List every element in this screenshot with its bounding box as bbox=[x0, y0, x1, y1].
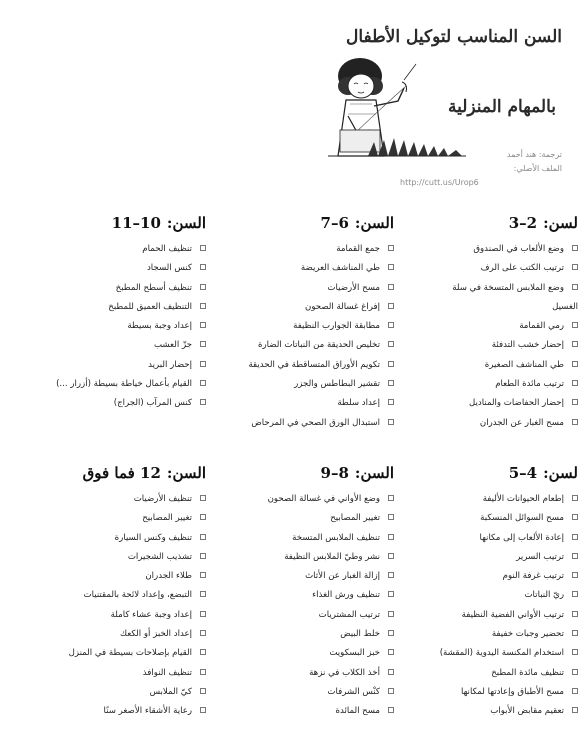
list-item[interactable]: كنس السجاد bbox=[18, 259, 206, 278]
checkbox-icon[interactable] bbox=[572, 264, 578, 270]
checkbox-icon[interactable] bbox=[388, 649, 394, 655]
checkbox-icon[interactable] bbox=[388, 245, 394, 251]
checkbox-icon[interactable] bbox=[388, 630, 394, 636]
chore-list bbox=[214, 240, 394, 433]
checkbox-icon[interactable] bbox=[200, 591, 206, 597]
section-title: السن:12 فما فوق bbox=[82, 464, 206, 482]
list-item[interactable]: تكويم الأوراق المتساقطة في الحديقة bbox=[214, 356, 394, 375]
list-item[interactable]: نشر وطيّ الملابس النظيفة bbox=[214, 548, 394, 567]
list-item[interactable]: إعداد وجبة بسيطة bbox=[18, 317, 206, 336]
source-url: http://cutt.us/Urop6 bbox=[400, 178, 479, 187]
checkbox-icon[interactable] bbox=[388, 611, 394, 617]
list-item[interactable]: طي المناشف الصغيرة bbox=[402, 356, 578, 375]
checkbox-icon[interactable] bbox=[572, 380, 578, 386]
list-item[interactable]: القيام بإصلاحات بسيطة في المنزل bbox=[18, 644, 206, 663]
checkbox-icon[interactable] bbox=[200, 284, 206, 290]
checkbox-icon[interactable] bbox=[200, 495, 206, 501]
list-item[interactable]: تقشير البطاطس والجزر bbox=[214, 375, 394, 394]
list-item[interactable]: استبدال الورق الصحي في المرحاض bbox=[214, 414, 394, 433]
checkbox-icon[interactable] bbox=[572, 649, 578, 655]
chore-list bbox=[18, 240, 206, 414]
chore-list bbox=[402, 240, 578, 433]
checkbox-icon[interactable] bbox=[200, 322, 206, 328]
list-item[interactable]: وضع الألعاب في الصندوق bbox=[402, 240, 578, 259]
section-age-6-7 bbox=[214, 212, 394, 433]
checkbox-icon[interactable] bbox=[572, 553, 578, 559]
checkbox-icon[interactable] bbox=[572, 245, 578, 251]
checkbox-icon[interactable] bbox=[572, 534, 578, 540]
page-title: السن المناسب لتوكيل الأطفال bbox=[345, 27, 562, 47]
section-title: السن:8–9 bbox=[320, 464, 394, 482]
checkbox-icon[interactable] bbox=[572, 495, 578, 501]
list-item[interactable]: ترتيب السرير bbox=[402, 548, 578, 567]
list-item[interactable]: استخدام المكنسة اليدوية (المقشة) bbox=[402, 644, 578, 663]
checkbox-icon[interactable] bbox=[200, 649, 206, 655]
list-item[interactable]: ترتيب غرفة النوم bbox=[402, 567, 578, 586]
section-title: لسن:2–3 bbox=[508, 214, 578, 232]
list-item[interactable]: وضع الملابس المتسخة في سلة bbox=[402, 279, 578, 298]
checkbox-icon[interactable] bbox=[200, 707, 206, 713]
checkbox-icon[interactable] bbox=[572, 361, 578, 367]
checkbox-icon[interactable] bbox=[388, 322, 394, 328]
list-item[interactable]: تحضير وجبات خفيفة bbox=[402, 625, 578, 644]
checkbox-icon[interactable] bbox=[388, 419, 394, 425]
list-item[interactable]: طي المناشف العريضة bbox=[214, 259, 394, 278]
list-item[interactable]: إعادة الألعاب إلى مكانها bbox=[402, 529, 578, 548]
list-item[interactable]: كنس المرآب (الجراج) bbox=[18, 394, 206, 413]
list-item[interactable]: تغيير المصابيح bbox=[18, 509, 206, 528]
checkbox-icon[interactable] bbox=[200, 399, 206, 405]
list-item[interactable]: كيّ الملابس bbox=[18, 683, 206, 702]
list-item[interactable]: ترتيب المشتريات bbox=[214, 606, 394, 625]
chore-list bbox=[18, 490, 206, 722]
checkbox-icon[interactable] bbox=[200, 264, 206, 270]
checkbox-icon[interactable] bbox=[388, 669, 394, 675]
list-item[interactable]: خبز البسكويت bbox=[214, 644, 394, 663]
list-item[interactable]: تغيير المصابيح bbox=[214, 509, 394, 528]
list-item[interactable]: ترتيب الكتب على الرف bbox=[402, 259, 578, 278]
list-item[interactable]: القيام بأعمال خياطة بسيطة (أزرار ...) bbox=[18, 375, 206, 394]
list-item[interactable]: مسح الأطباق وإعادتها لمكانها bbox=[402, 683, 578, 702]
checkbox-icon[interactable] bbox=[200, 380, 206, 386]
section-age-8-9 bbox=[214, 462, 394, 722]
checkbox-icon[interactable] bbox=[572, 399, 578, 405]
source-line bbox=[330, 162, 562, 190]
checkbox-icon[interactable] bbox=[388, 707, 394, 713]
list-item[interactable]: كنْس الشرفات bbox=[214, 683, 394, 702]
checkbox-icon[interactable] bbox=[388, 303, 394, 309]
chore-list bbox=[402, 490, 578, 722]
checkbox-icon[interactable] bbox=[388, 495, 394, 501]
list-item[interactable]: تعقيم مقابض الأبواب bbox=[402, 702, 578, 721]
list-item[interactable]: مطابقة الجوارب النظيفة bbox=[214, 317, 394, 336]
checkbox-icon[interactable] bbox=[200, 630, 206, 636]
list-item[interactable]: مسح الغبار عن الجدران bbox=[402, 414, 578, 433]
checkbox-icon[interactable] bbox=[572, 419, 578, 425]
checkbox-icon[interactable] bbox=[572, 341, 578, 347]
checkbox-icon[interactable] bbox=[388, 591, 394, 597]
section-age-12-plus bbox=[18, 462, 206, 722]
section-title: السن:10–11 bbox=[111, 214, 206, 232]
list-item[interactable]: إحضار البريد bbox=[18, 356, 206, 375]
list-item[interactable]: إعداد سلطة bbox=[214, 394, 394, 413]
checkbox-icon[interactable] bbox=[388, 284, 394, 290]
list-item[interactable]: تنظيف النوافذ bbox=[18, 664, 206, 683]
checkbox-icon[interactable] bbox=[200, 553, 206, 559]
section-title: لسن:4–5 bbox=[508, 464, 578, 482]
checkbox-icon[interactable] bbox=[200, 514, 206, 520]
checkbox-icon[interactable] bbox=[200, 534, 206, 540]
chore-list bbox=[214, 490, 394, 722]
list-item[interactable]: تنظيف الملابس المتسخة bbox=[214, 529, 394, 548]
list-item[interactable]: خلط البيض bbox=[214, 625, 394, 644]
checkbox-icon[interactable] bbox=[200, 341, 206, 347]
list-item[interactable]: إطعام الحيوانات الأليفة bbox=[402, 490, 578, 509]
checkbox-icon[interactable] bbox=[572, 669, 578, 675]
checkbox-icon[interactable] bbox=[200, 303, 206, 309]
list-item[interactable]: تخليص الحديقة من النباتات الضارة bbox=[214, 336, 394, 355]
list-item[interactable]: تنظيف ورش الغذاء bbox=[214, 586, 394, 605]
checkbox-icon[interactable] bbox=[388, 341, 394, 347]
checkbox-icon[interactable] bbox=[200, 688, 206, 694]
list-item[interactable]: تشذيب الشجيرات bbox=[18, 548, 206, 567]
list-item[interactable]: مسح الأرضيات bbox=[214, 279, 394, 298]
page-subtitle: بالمهام المنزلية bbox=[447, 97, 556, 117]
list-item[interactable]: ترتيب الأواني الفضية النظيفة bbox=[402, 606, 578, 625]
section-age-10-11 bbox=[18, 212, 206, 414]
list-item[interactable]: إفراغ غسالة الصحون bbox=[214, 298, 394, 317]
checkbox-icon[interactable] bbox=[572, 591, 578, 597]
list-item[interactable]: إحضار خشب التدفئة bbox=[402, 336, 578, 355]
checkbox-icon[interactable] bbox=[388, 264, 394, 270]
list-item[interactable]: طلاء الجدران bbox=[18, 567, 206, 586]
checkbox-icon[interactable] bbox=[388, 534, 394, 540]
list-item[interactable]: إعداد الخبز أو الكعك bbox=[18, 625, 206, 644]
section-age-2-3 bbox=[402, 212, 578, 433]
checkbox-icon[interactable] bbox=[388, 514, 394, 520]
checkbox-icon[interactable] bbox=[572, 322, 578, 328]
checkbox-icon[interactable] bbox=[200, 245, 206, 251]
checkbox-icon[interactable] bbox=[200, 669, 206, 675]
checkbox-icon[interactable] bbox=[572, 284, 578, 290]
list-item[interactable]: إزالة الغبار عن الأثاث bbox=[214, 567, 394, 586]
list-item[interactable]: تنظيف مائدة المطبخ bbox=[402, 664, 578, 683]
checkbox-icon[interactable] bbox=[572, 707, 578, 713]
checkbox-icon[interactable] bbox=[388, 361, 394, 367]
list-item[interactable]: إعداد وجبة عشاء كاملة bbox=[18, 606, 206, 625]
checkbox-icon[interactable] bbox=[388, 688, 394, 694]
list-item[interactable]: أخذ الكلاب في نزهة bbox=[214, 664, 394, 683]
list-item[interactable]: تنظيف الحمام bbox=[18, 240, 206, 259]
checkbox-icon[interactable] bbox=[200, 611, 206, 617]
list-item[interactable]: رمي القمامة bbox=[402, 317, 578, 336]
section-age-4-5 bbox=[402, 462, 578, 722]
credits bbox=[330, 148, 562, 190]
section-title: السن:6–7 bbox=[320, 214, 394, 232]
checkbox-icon[interactable] bbox=[388, 399, 394, 405]
list-item[interactable]: التبضع، وإعداد لائحة بالمقتنيات bbox=[18, 586, 206, 605]
list-item[interactable]: مسح السوائل المنسكبة bbox=[402, 509, 578, 528]
checkbox-icon[interactable] bbox=[572, 688, 578, 694]
checkbox-icon[interactable] bbox=[572, 630, 578, 636]
list-item[interactable]: جمع القمامة bbox=[214, 240, 394, 259]
list-item[interactable]: ريّ النباتات bbox=[402, 586, 578, 605]
list-item[interactable]: تنظيف أسطح المطبخ bbox=[18, 279, 206, 298]
checkbox-icon[interactable] bbox=[200, 572, 206, 578]
list-item[interactable]: تنظيف وكنس السيارة bbox=[18, 529, 206, 548]
list-item[interactable]: جزّ العشب bbox=[18, 336, 206, 355]
list-item[interactable]: تنظيف الأرضيات bbox=[18, 490, 206, 509]
checkbox-icon[interactable] bbox=[388, 380, 394, 386]
list-item[interactable]: مسح المائدة bbox=[214, 702, 394, 721]
checkbox-icon[interactable] bbox=[572, 514, 578, 520]
list-item[interactable]: ترتيب مائدة الطعام bbox=[402, 375, 578, 394]
checkbox-icon[interactable] bbox=[388, 572, 394, 578]
checkbox-icon[interactable] bbox=[572, 572, 578, 578]
list-item[interactable]: إحضار الحفاضات والمناديل bbox=[402, 394, 578, 413]
list-item[interactable]: التنظيف العميق للمطبخ bbox=[18, 298, 206, 317]
checkbox-icon[interactable] bbox=[388, 553, 394, 559]
source-label: الملف الأصلي: bbox=[513, 164, 562, 173]
checkbox-icon[interactable] bbox=[200, 361, 206, 367]
list-item[interactable]: وضع الأواني في غسالة الصحون bbox=[214, 490, 394, 509]
list-item: الغسيل bbox=[552, 301, 578, 312]
list-item[interactable]: رعاية الأشقاء الأصغر سنًا bbox=[18, 702, 206, 721]
translation-credit: ترجمة: هند أحمد bbox=[506, 150, 562, 159]
checkbox-icon[interactable] bbox=[572, 611, 578, 617]
